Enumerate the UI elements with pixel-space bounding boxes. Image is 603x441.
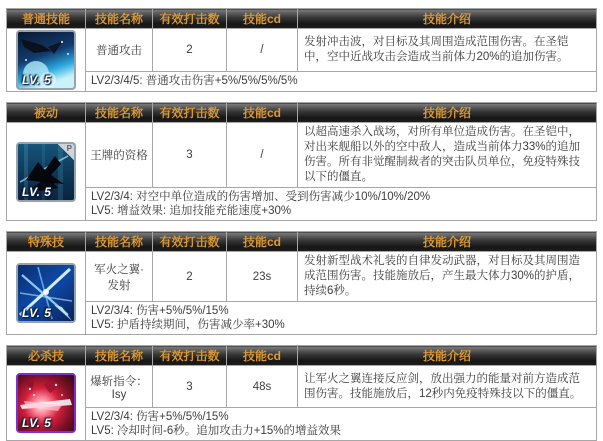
skill-description: 发射新型战术礼装的自律发动武器，对目标及其周围造成范围伤害。技能施放后，产生最大体力30%的护盾，持续6秒。 bbox=[298, 252, 597, 302]
passive-skill-icon bbox=[16, 142, 76, 202]
skill-cooldown: 48s bbox=[227, 366, 298, 408]
column-header-name: 技能名称 bbox=[86, 232, 153, 252]
skill-type-label: 普通技能 bbox=[7, 9, 86, 29]
skill-type-label: 必杀技 bbox=[7, 346, 86, 366]
skill-upgrade-line: LV2/3/4/5: 普通攻击伤害+5%/5%/5%/5% bbox=[91, 75, 298, 88]
passive-badge: P bbox=[58, 144, 74, 160]
skill-level-label: LV. 5 bbox=[22, 306, 52, 320]
skill-type-label: 特殊技 bbox=[7, 232, 86, 252]
ultimate-skill-icon bbox=[16, 373, 76, 433]
skill-name: 军火之翼·发射 bbox=[86, 252, 153, 302]
skill-section-ultimate bbox=[6, 345, 597, 441]
skill-upgrade-line: LV2/3/4: 伤害+5%/5%/15% bbox=[91, 411, 229, 423]
skill-upgrade-line: LV2/3/4: 对空中单位造成的伤害增加、受到伤害减少10%/10%/20% bbox=[91, 191, 431, 203]
table-header-row bbox=[7, 9, 597, 29]
column-header-desc: 技能介绍 bbox=[298, 103, 597, 123]
column-header-name: 技能名称 bbox=[86, 346, 153, 366]
table-row bbox=[7, 29, 597, 72]
skill-hit-count: 3 bbox=[153, 366, 227, 408]
column-header-desc: 技能介绍 bbox=[298, 9, 597, 29]
table-row bbox=[7, 366, 597, 408]
skill-upgrade-line: LV5: 增益效果: 追加技能充能速度+30% bbox=[91, 205, 292, 217]
table-row bbox=[7, 123, 597, 188]
skill-section-normal bbox=[6, 8, 597, 92]
column-header-desc: 技能介绍 bbox=[298, 232, 597, 252]
skill-hit-count: 2 bbox=[153, 252, 227, 302]
skill-level-label: LV. 5 bbox=[22, 184, 52, 199]
skill-upgrade-line: LV5: 护盾持续期间，伤害减少率+30% bbox=[91, 319, 285, 331]
skill-upgrade-line: LV5: 冷却时间-6秒。追加攻击力+15%的增益效果 bbox=[91, 425, 341, 437]
special-skill-icon bbox=[16, 263, 76, 323]
skill-name: 普通攻击 bbox=[86, 29, 153, 72]
skill-description: 发射冲击波，对目标及其周围造成范围伤害。在圣铠中，空中近战攻击会造成当前体力20%的追加伤害。 bbox=[298, 29, 597, 72]
skill-cooldown: 23s bbox=[227, 252, 298, 302]
skill-description: 以超高速杀入战场，对所有单位造成伤害。在圣铠中，对出来舰船以外的空中敌人，造成当前体力33%的追加伤害。所有非觉醒制裁者的突击队员单位，免疫特殊技以下的僵直。 bbox=[298, 123, 597, 188]
skill-cooldown: / bbox=[227, 123, 298, 188]
column-header-cd: 技能cd bbox=[227, 346, 298, 366]
table-header-row bbox=[7, 346, 597, 366]
skill-name: 王牌的资格 bbox=[86, 123, 153, 188]
column-header-name: 技能名称 bbox=[86, 9, 153, 29]
column-header-cd: 技能cd bbox=[227, 9, 298, 29]
column-header-cd: 技能cd bbox=[227, 103, 298, 123]
column-header-hits: 有效打击数 bbox=[153, 346, 227, 366]
skill-type-label: 被动 bbox=[7, 103, 86, 123]
table-row bbox=[7, 252, 597, 302]
skill-cooldown: / bbox=[227, 29, 298, 72]
skill-hit-count: 2 bbox=[153, 29, 227, 72]
upgrade-row bbox=[7, 71, 597, 91]
skill-section-special bbox=[6, 231, 597, 335]
skill-hit-count: 3 bbox=[153, 123, 227, 188]
skill-name: 爆斩指令：Isy bbox=[86, 366, 153, 408]
column-header-cd: 技能cd bbox=[227, 232, 298, 252]
skill-section-passive bbox=[6, 102, 597, 221]
column-header-hits: 有效打击数 bbox=[153, 9, 227, 29]
skill-description: 让军火之翼连接反应剑，放出强力的能量对前方造成范围伤害。技能施放后，12秒内免疫特殊技以下的僵直。 bbox=[298, 366, 597, 408]
table-header-row bbox=[7, 232, 597, 252]
upgrade-row bbox=[7, 188, 597, 221]
column-header-hits: 有效打击数 bbox=[153, 103, 227, 123]
skill-level-label: LV. 5 bbox=[22, 73, 52, 87]
column-header-desc: 技能介绍 bbox=[298, 346, 597, 366]
column-header-name: 技能名称 bbox=[86, 103, 153, 123]
normal-attack-skill-icon bbox=[16, 30, 76, 90]
upgrade-row bbox=[7, 408, 597, 441]
skill-upgrade-line: LV2/3/4: 伤害+5%/5%/15% bbox=[91, 305, 229, 317]
skill-level-label: LV. 5 bbox=[22, 416, 52, 430]
upgrade-row bbox=[7, 302, 597, 335]
table-header-row bbox=[7, 103, 597, 123]
column-header-hits: 有效打击数 bbox=[153, 232, 227, 252]
